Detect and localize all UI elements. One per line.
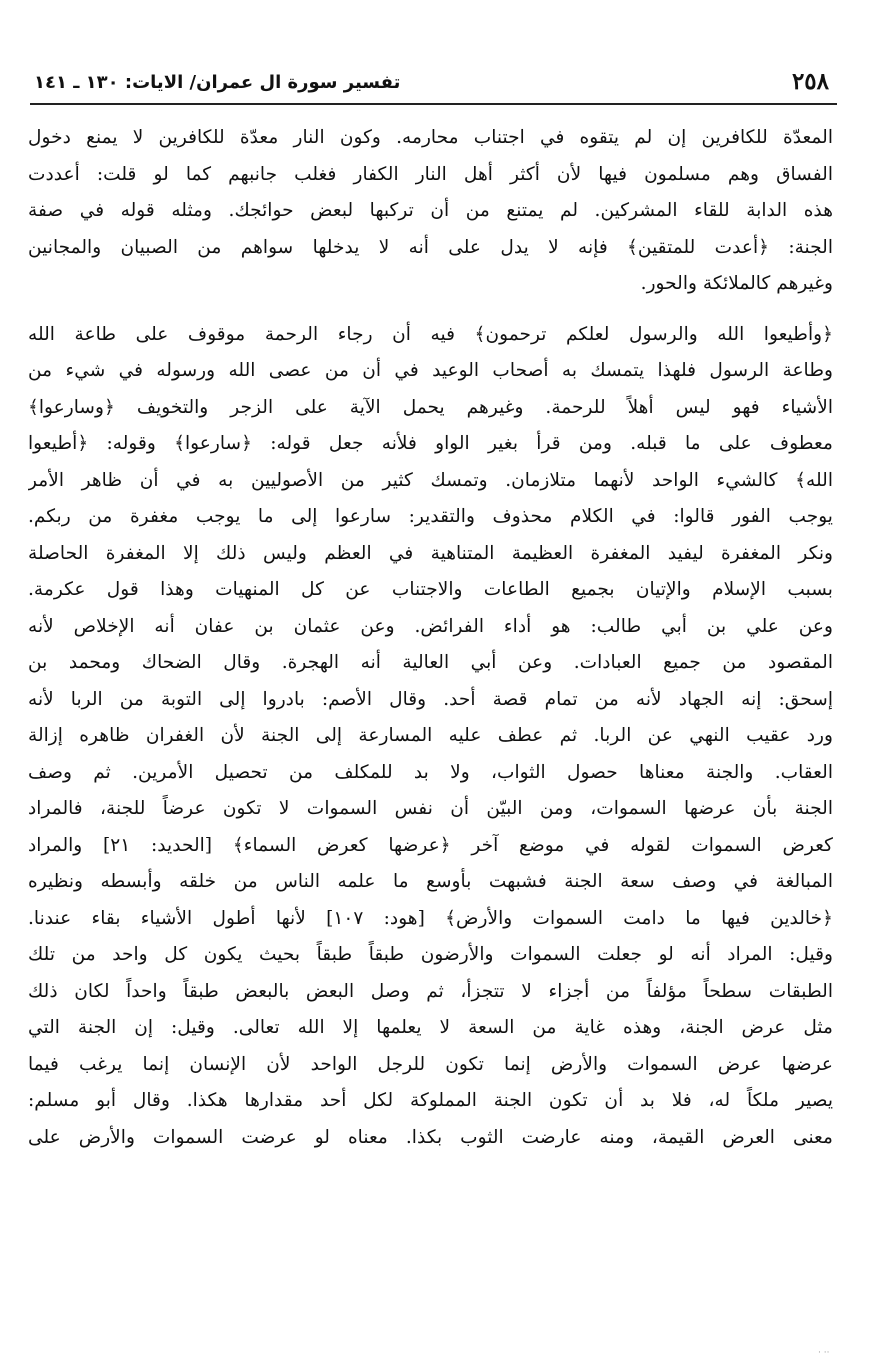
text-line: ﴿وأطيعوا الله والرسول لعلكم ترحمون﴾ فيه أن رجاء الرحمة موقوف على طاعة الله [28,323,833,345]
text-line: الجنة بأن عرضها السموات، ومن البيّن أن نفس السموات لا تكون عرضاً للجنة، فالمراد [28,798,833,819]
page-number: ٢٥٨ [791,68,829,95]
text-line: عرضها عرض السموات والأرض إنما تكون للرجل الواحد لأن الإنسان إنما يرغب فيما [28,1053,833,1075]
paragraph-2 [28,317,833,1157]
text-line: وعن علي بن أبي طالب: هو أداء الفرائض. وعن عثمان بن عفان أنه الإخلاص لأنه [28,615,833,637]
body-text [28,120,833,1156]
text-line: هذه الدابة للقاء المشركين. لم يمتنع من أن تركبها لبعض حوائجك. ومثله قوله في صفة [28,200,833,221]
text-line: الأشياء فهو ليس أهلاً للرحمة. وغيرهم يحمل الآية على الزجر والتخويف ﴿وسارعوا﴾ [28,396,833,418]
scan-speck: ·· · [818,1348,830,1358]
text-line: يوجب الفور قالوا: في الكلام محذوف والتقدير: سارعوا إلى ما يوجب مغفرة من ربكم. [28,506,833,527]
text-line: ونكر المغفرة ليفيد المغفرة العظيمة المتناهية في العظم وليس ذلك إلا المغفرة الحاصلة [28,542,833,564]
text-line: ورد عقيب النهي عن الربا. ثم عطف عليه المسارعة إلى الجنة لأن الغفران ظاهره إزالة [28,725,833,746]
text-line: المبالغة في وصف سعة الجنة فشبهت بأوسع ما علمه الناس من خلقه وأبسطه ونظيره [28,871,833,892]
text-line: الله﴾ كالشيء الواحد لأنهما متلازمان. وتمسك كثير من الأصوليين به في أن ظاهر الأمر [28,469,833,491]
text-line: الفساق وهم مسلمون فيها لأن أكثر أهل النار الكفار فغلب جانبهم كما لو قلت: أعددت [28,163,833,185]
text-line: معطوف على ما قبله. ومن قرأ بغير الواو فلأنه جعل قوله: ﴿سارعوا﴾ وقوله: ﴿أطيعوا [28,433,833,454]
text-line: العقاب. والجنة معناها حصول الثواب، ولا بد للمكلف من تحصيل الأمرين. ثم وصف [28,761,833,783]
text-line: إسحق: إنه الجهاد لأنه من تمام قصة أحد. وقال الأصم: بادروا إلى التوبة من الربا لأنه [28,688,833,710]
text-line: الطبقات سطحاً مؤلفاً من أجزاء لا تتجزأ، ثم وصل البعض بالبعض طبقاً واحداً لكان ذلك [28,980,833,1002]
page-header [30,64,835,104]
text-line: المعدّة للكافرين إن لم يتقوه في اجتناب محارمه. وكون النار معدّة للكافرين لا يمنع دخول [28,127,833,148]
text-line: كعرض السموات لقوله في موضع آخر ﴿عرضها كعرض السماء﴾ [الحديد: ٢١] والمراد [28,834,833,856]
header-divider [30,103,837,105]
running-title: تفسير سورة ال عمران/ الايات: ١٣٠ ـ ١٤١ [34,72,401,93]
paragraph-1 [28,120,833,303]
text-line: بسبب الإسلام والإتيان بجميع الطاعات والاجتناب عن كل المنهيات وهذا قول عكرمة. [28,579,833,600]
text-line: معنى العرض القيمة، ومنه عارضت الثوب بكذا. معناه لو عرضت السموات والأرض على [28,1126,833,1148]
text-line: المقصود من جميع العبادات. وعن أبي العالية أنه الهجرة. وقال الضحاك ومحمد بن [28,652,833,673]
paragraph-gap [28,303,833,317]
text-line: مثل عرض الجنة، وهذه غاية من السعة لا يعلمها إلا الله تعالى. وقيل: إن الجنة التي [28,1017,833,1038]
text-line: وطاعة الرسول فلهذا يتمسك به أصحاب الوعيد في أن من عصى الله ورسوله في شيء من [28,360,833,381]
text-line: يصير ملكاً له، فلا بد أن تكون الجنة المملوكة لكل أحد مقدارها هكذا. وقال أبو مسلم: [28,1090,833,1111]
text-line: وقيل: المراد أنه لو جعلت السموات والأرضون طبقاً طبقاً بحيث يكون كل واحد من تلك [28,944,833,965]
text-line: وغيرهم كالملائكة والحور. [640,273,833,294]
text-line: ﴿خالدين فيها ما دامت السموات والأرض﴾ [هود: ١٠٧] لأنها أطول الأشياء بقاء عندنا. [28,907,833,929]
text-line: الجنة: ﴿أعدت للمتقين﴾ فإنه لا يدل على أنه لا يدخلها سواهم من الصبيان والمجانين [28,236,833,258]
